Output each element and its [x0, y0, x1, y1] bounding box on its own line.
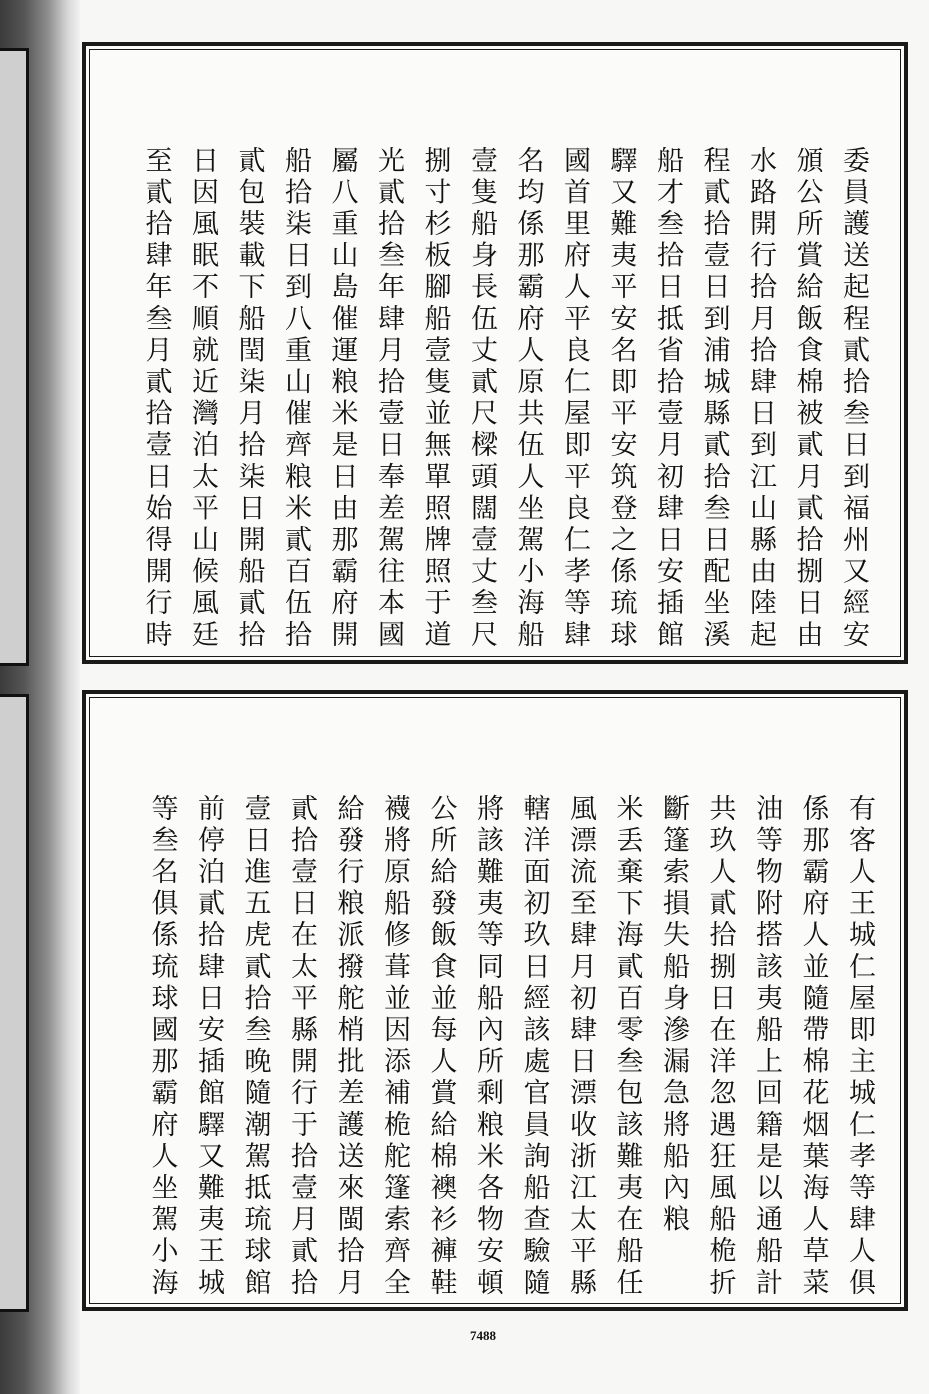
- text-column: 風漂流至肆月初肆日漂收浙江太平縣: [565, 794, 596, 1300]
- text-column: 名均係那霸府人原共伍人坐駕小海船: [512, 146, 544, 652]
- text-column: 斷篷索損失船身滲漏急將船內粮: [658, 794, 689, 1237]
- text-column: 日因風眠不順就近灣泊太平山候風廷: [187, 146, 218, 652]
- text-column: 油等物附搭該夷船上回籍是以通船計: [751, 794, 782, 1300]
- facing-page-edge-top: [0, 48, 29, 666]
- text-column: 公所給發飯食並每人賞給棉襖衫褲鞋: [425, 794, 457, 1300]
- text-column: 米丢棄下海貳百零叁包該難夷在船任: [611, 794, 643, 1300]
- text-column: 貳包裝載下船閏柒月拾柒日開船貳拾: [233, 146, 265, 652]
- text-column: 有客人王城仁屋即主城仁孝等肆人俱: [844, 794, 875, 1300]
- top-column-group: [86, 46, 904, 660]
- text-column: 等叁名俱係琉球國那霸府人坐駕小海: [146, 794, 178, 1300]
- text-column: 水路開行拾月拾肆日到江山縣由陸起: [745, 146, 776, 652]
- text-column: 前停泊貳拾肆日安插館驛又難夷王城: [193, 794, 224, 1300]
- text-column: 至貳拾肆年叁月貳拾壹日始得開行時: [140, 146, 172, 652]
- book-binding-gutter: [0, 0, 80, 1394]
- facing-page-edge-bottom: [0, 694, 29, 1312]
- page-number: 7488: [470, 1328, 496, 1343]
- text-column: 貳拾壹日在太平縣開行于拾壹月貳拾: [286, 794, 317, 1300]
- text-column: 將該難夷等同船內所剩粮米各物安頓: [472, 794, 503, 1300]
- text-column: 國首里府人平良仁屋即平良仁孝等肆: [559, 146, 590, 652]
- text-column: 頒公所賞給飯食棉被貳月貳拾捌日由: [791, 146, 823, 652]
- text-column: 壹日進五虎貳拾叁晚隨潮駕抵琉球館: [239, 794, 271, 1300]
- text-column: 襪將原船修葺並因添補桅舵篷索齊全: [379, 794, 410, 1300]
- bottom-column-group: [86, 694, 904, 1307]
- top-text-panel: [82, 42, 908, 664]
- bottom-text-panel: [82, 690, 908, 1311]
- text-column: 係那霸府人並隨帶棉花烟葉海人草菜: [797, 794, 829, 1300]
- text-column: 委員護送起程貳拾叁日到福州又經安: [838, 146, 869, 652]
- text-column: 光貳拾叁年肆月拾壹日奉差駕往本國: [373, 146, 404, 652]
- text-column: 船才叁拾日抵省拾壹月初肆日安插館: [652, 146, 683, 652]
- text-column: 船拾柒日到八重山催齊粮米貳百伍拾: [280, 146, 311, 652]
- text-column: 共玖人貳拾捌日在洋忽遇狂風船桅折: [704, 794, 736, 1300]
- text-column: 程貳拾壹日到浦城縣貳拾叁日配坐溪: [698, 146, 730, 652]
- text-column: 捌寸杉板腳船壹隻並無單照牌照于道: [419, 146, 451, 652]
- text-column: 屬八重山島催運粮米是日由那霸府開: [326, 146, 358, 652]
- text-column: 給發行粮派撥舵梢批差護送來閩拾月: [332, 794, 364, 1300]
- text-column: 驛又難夷平安名即平安筑登之係琉球: [605, 146, 637, 652]
- text-column: 壹隻船身長伍丈貳尺樑頭闊壹丈叁尺: [466, 146, 497, 652]
- text-column: 轄洋面初玖日經該處官員詢船查驗隨: [518, 794, 550, 1300]
